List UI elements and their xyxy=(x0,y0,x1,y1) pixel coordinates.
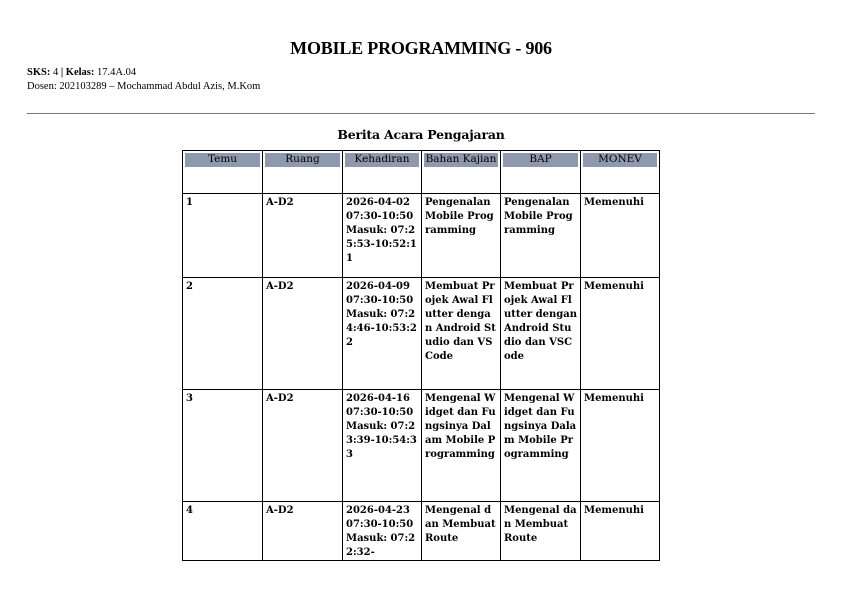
bahan-kajian-cell: Mengenal dan Membuat Route xyxy=(425,505,496,544)
kelas-label: Kelas: xyxy=(65,67,95,78)
monev-cell: Memenuhi xyxy=(584,281,644,292)
header-temu xyxy=(183,151,263,194)
header-kehadiran xyxy=(343,151,422,194)
course-info xyxy=(27,66,136,79)
sks-label: SKS: xyxy=(27,67,51,78)
monev-cell: Memenuhi xyxy=(584,393,644,404)
ruang-cell: A-D2 xyxy=(266,393,294,404)
table-row xyxy=(183,194,660,278)
header-bap xyxy=(501,151,581,194)
kehadiran-cell: 2026-04-02 07:30-10:50 Masuk: 07:25:53-10:52:11 xyxy=(346,197,417,264)
header-label: Ruang xyxy=(265,153,340,167)
header-label: Temu xyxy=(185,153,260,167)
ruang-cell: A-D2 xyxy=(266,505,294,516)
kehadiran-cell: 2026-04-09 07:30-10:50 Masuk: 07:24:46-10:53:22 xyxy=(346,281,417,348)
bap-cell: Membuat Projek Awal Flutter dengan Android Studio dan VSCode xyxy=(504,281,577,362)
berita-acara-table xyxy=(182,150,660,561)
header-ruang xyxy=(263,151,343,194)
page-title: MOBILE PROGRAMMING - 906 xyxy=(290,38,552,58)
monev-cell: Memenuhi xyxy=(584,505,644,516)
temu-cell: 3 xyxy=(186,393,193,404)
separator: | xyxy=(60,67,64,78)
temu-cell: 1 xyxy=(186,197,193,208)
bahan-kajian-cell: Membuat Projek Awal Flutter dengan Android Studio dan VSCode xyxy=(425,281,496,362)
ruang-cell: A-D2 xyxy=(266,281,294,292)
bap-cell: Mengenal dan Membuat Route xyxy=(504,505,577,544)
bap-cell: Pengenalan Mobile Programming xyxy=(504,197,573,236)
divider xyxy=(27,113,815,114)
header-label: BAP xyxy=(503,153,578,167)
header-bahan-kajian xyxy=(422,151,501,194)
table-row xyxy=(183,278,660,390)
lecturer-info xyxy=(27,80,260,93)
bap-cell: Mengenal Widget dan Fungsinya Dalam Mobile Programming xyxy=(504,393,577,460)
table-row xyxy=(183,390,660,502)
kehadiran-cell: 2026-04-23 07:30-10:50 Masuk: 07:22:32- xyxy=(346,505,416,558)
ruang-cell: A-D2 xyxy=(266,197,294,208)
kelas-value: 17.4A.04 xyxy=(96,67,137,78)
temu-cell: 4 xyxy=(186,505,193,516)
header-label: Kehadiran xyxy=(345,153,419,167)
header-monev xyxy=(581,151,660,194)
header-label: Bahan Kajian xyxy=(425,153,497,165)
table-row xyxy=(183,502,660,561)
monev-cell: Memenuhi xyxy=(584,197,644,208)
kehadiran-cell: 2026-04-16 07:30-10:50 Masuk: 07:23:39-10:54:33 xyxy=(346,393,417,460)
sks-value: 4 xyxy=(52,67,59,78)
dosen-value: 202103289 – Mochammad Abdul Azis, M.Kom xyxy=(59,81,261,92)
bahan-kajian-cell: Pengenalan Mobile Programming xyxy=(425,197,494,236)
section-title: Berita Acara Pengajaran xyxy=(337,127,505,142)
bahan-kajian-cell: Mengenal Widget dan Fungsinya Dalam Mobile Programming xyxy=(425,393,496,460)
table-header-row xyxy=(183,151,660,194)
temu-cell: 2 xyxy=(186,281,193,292)
header-label: MONEV xyxy=(583,153,657,167)
dosen-label: Dosen: xyxy=(27,81,57,92)
